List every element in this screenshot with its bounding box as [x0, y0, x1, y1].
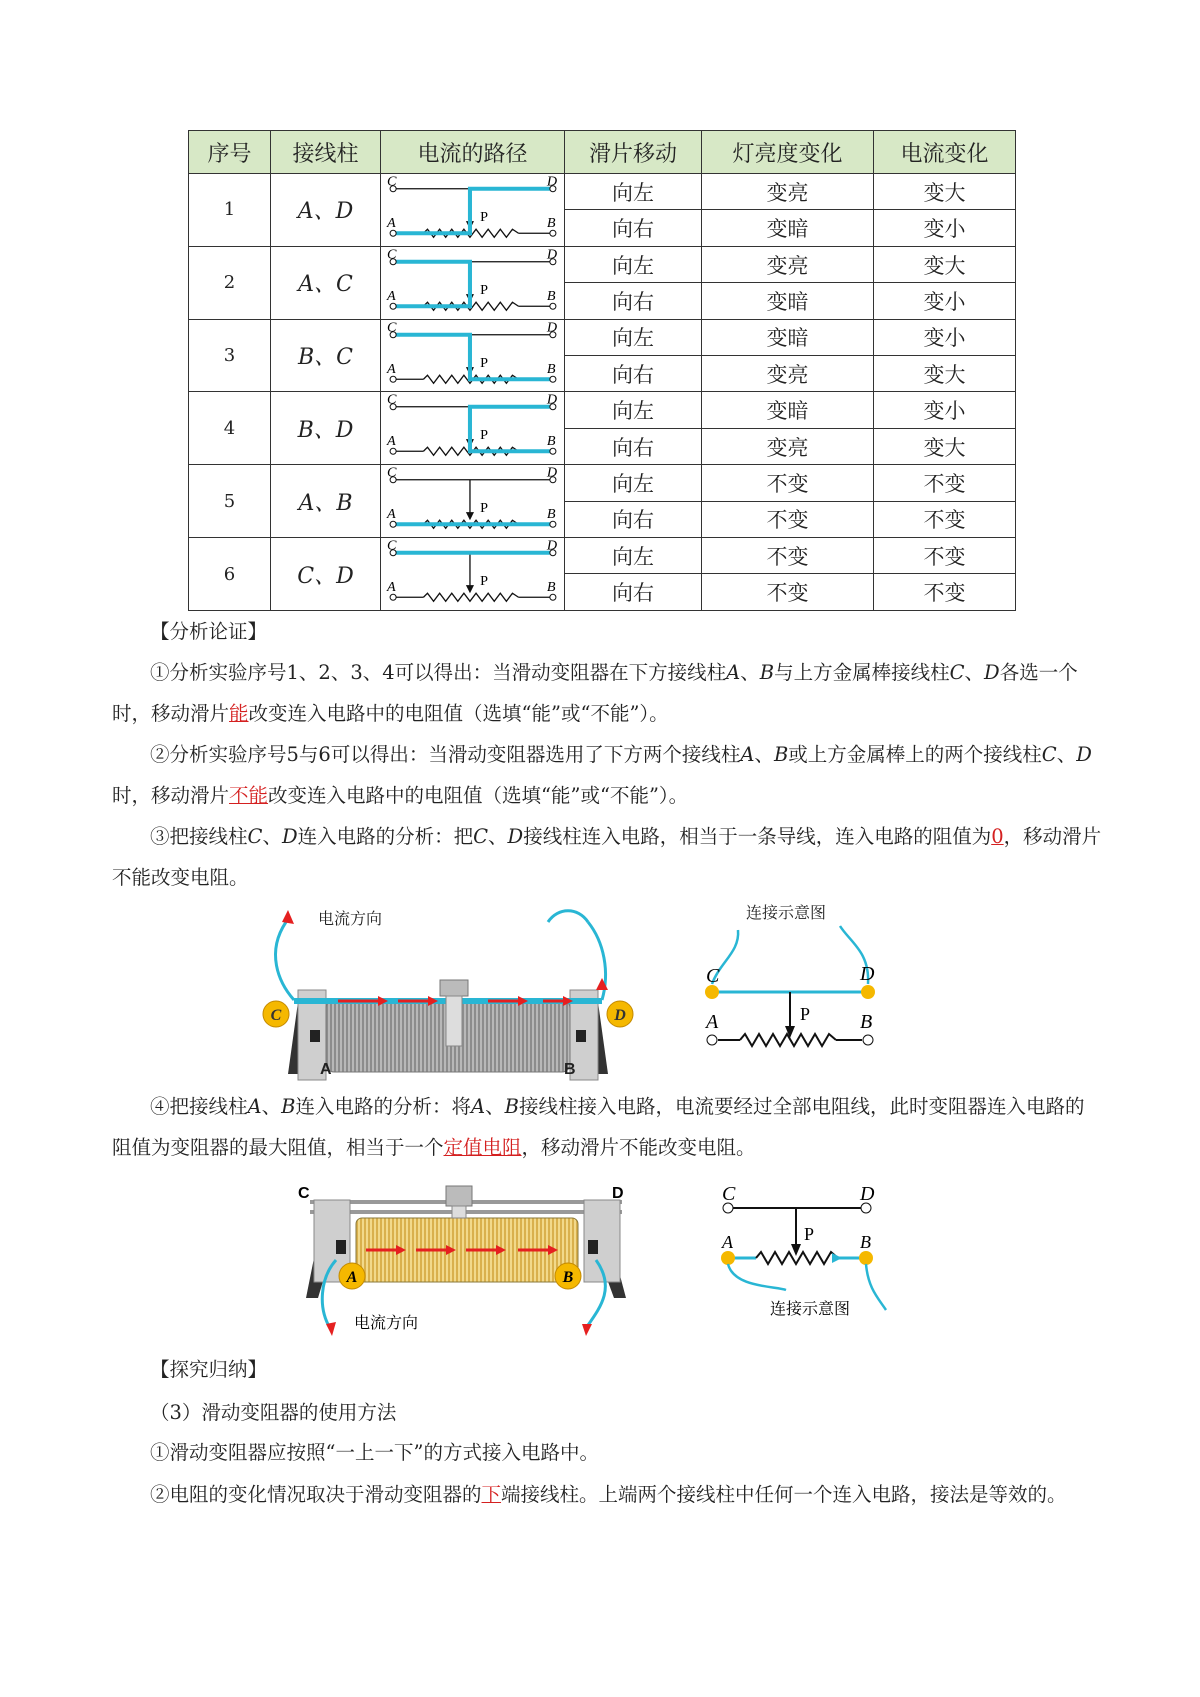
terminal-c-label-2: C: [298, 1185, 310, 1202]
analysis-paragraph-3: ③把接线柱C、D连入电路的分析：把C、D接线柱连入电路，相当于一条导线，连入电路的阻值为0，移动滑片不能改变电阻。: [112, 825, 1102, 889]
header-terminals: 接线柱: [271, 131, 381, 174]
row-slider-move: 向左: [565, 538, 702, 574]
row-number: 3: [189, 319, 271, 392]
row-current-change: 不变: [874, 574, 1016, 611]
answer-2: 不能: [229, 784, 269, 807]
summary-item-1: ①滑动变阻器应按照“一上一下”的方式接入电路中。: [150, 1441, 599, 1464]
svg-text:P: P: [479, 281, 488, 298]
row-slider-move: 向左: [565, 246, 702, 282]
row-brightness: 不变: [702, 574, 874, 611]
table-row: [189, 538, 1016, 574]
current-path-diagram: [383, 539, 563, 609]
svg-text:A: A: [386, 215, 396, 232]
row-current-change: 变大: [874, 356, 1016, 392]
summary-item-2: ②电阻的变化情况取决于滑动变阻器的下端接线柱。上端两个接线柱中任何一个连入电路，接法是等效的。: [150, 1483, 1067, 1506]
row-brightness: 变暗: [702, 319, 874, 355]
svg-text:P: P: [479, 354, 488, 371]
row-current-change: 变小: [874, 319, 1016, 355]
schematic-ab: [716, 1178, 906, 1338]
svg-text:B: B: [546, 360, 555, 377]
row-brightness: 变亮: [702, 428, 874, 464]
svg-text:P: P: [479, 427, 488, 444]
row-current-change: 变大: [874, 174, 1016, 210]
row-path-cell: [381, 538, 565, 611]
schematic-title-2: 连接示意图: [770, 1299, 851, 1318]
answer-5: 下: [481, 1483, 502, 1506]
svg-text:C: C: [386, 539, 396, 554]
svg-text:C: C: [386, 174, 396, 190]
svg-text:A: A: [386, 433, 396, 450]
row-path-cell: [381, 392, 565, 465]
row-slider-move: 向左: [565, 392, 702, 428]
current-path-diagram: [383, 248, 563, 318]
schematic-d-label-2: D: [860, 1183, 875, 1205]
row-current-change: 不变: [874, 501, 1016, 537]
svg-text:D: D: [546, 320, 557, 336]
row-slider-move: 向左: [565, 319, 702, 355]
row-brightness: 变亮: [702, 246, 874, 282]
answer-3: 0: [991, 825, 1004, 848]
row-current-change: 变小: [874, 392, 1016, 428]
row-current-change: 不变: [874, 538, 1016, 574]
row-current-change: 不变: [874, 465, 1016, 501]
table-header-row: [189, 131, 1016, 174]
row-number: 6: [189, 538, 271, 611]
row-number: 1: [189, 174, 271, 247]
schematic-b-label: B: [860, 1011, 873, 1033]
header-current-path: 电流的路径: [381, 131, 565, 174]
row-brightness: 不变: [702, 538, 874, 574]
svg-text:B: B: [546, 433, 555, 450]
summary-heading: 【探究归纳】: [150, 1358, 268, 1381]
schematic-a-label: A: [706, 1011, 719, 1033]
analysis-paragraph-4: ④把接线柱A、B连入电路的分析：将A、B接线柱接入电路，电流要经过全部电阻线，此时变阻器连入电路的阻值为变阻器的最大阻值，相当于一个定值电阻，移动滑片不能改变电阻。: [112, 1095, 1085, 1159]
row-number: 2: [189, 246, 271, 319]
analysis-paragraph-2: ②分析实验序号5与6可以得出：当滑动变阻器选用了下方两个接线柱A、B或上方金属棒上的两个接线柱C、D时，移动滑片不能改变连入电路中的电阻值（选填“能”或“不能”）。: [112, 743, 1092, 807]
terminal-d-label-2: D: [612, 1185, 624, 1202]
terminal-b-label: B: [564, 1061, 576, 1078]
schematic-c-label: C: [706, 965, 720, 987]
header-slider-move: 滑片移动: [565, 131, 702, 174]
svg-text:D: D: [546, 247, 557, 263]
row-brightness: 变暗: [702, 210, 874, 246]
table-row: [189, 174, 1016, 210]
table-row: [189, 319, 1016, 355]
row-brightness: 不变: [702, 465, 874, 501]
current-direction-label-2: 电流方向: [354, 1313, 419, 1332]
row-terminals: A、B: [271, 465, 381, 538]
rheostat-photo-ab: [296, 1178, 636, 1338]
row-path-cell: [381, 465, 565, 538]
current-path-diagram: [383, 321, 563, 391]
svg-text:D: D: [546, 539, 557, 554]
row-terminals: A、C: [271, 246, 381, 319]
table-row: [189, 392, 1016, 428]
svg-text:C: C: [386, 466, 396, 481]
row-terminals: B、D: [271, 392, 381, 465]
svg-text:A: A: [386, 579, 396, 596]
terminal-d-label: D: [614, 1007, 626, 1024]
row-slider-move: 向右: [565, 428, 702, 464]
svg-text:D: D: [546, 174, 557, 190]
schematic-c-label-2: C: [722, 1183, 736, 1205]
terminal-c-label: C: [270, 1007, 282, 1024]
row-slider-move: 向右: [565, 501, 702, 537]
header-number: 序号: [189, 131, 271, 174]
svg-text:A: A: [386, 287, 396, 304]
table-row: [189, 465, 1016, 501]
row-current-change: 变小: [874, 210, 1016, 246]
row-slider-move: 向右: [565, 210, 702, 246]
row-brightness: 变暗: [702, 392, 874, 428]
svg-text:C: C: [386, 320, 396, 336]
schematic-a-label-2: A: [722, 1232, 733, 1252]
current-direction-label: 电流方向: [318, 909, 383, 928]
row-slider-move: 向右: [565, 356, 702, 392]
schematic-b-label-2: B: [860, 1232, 871, 1252]
svg-text:C: C: [386, 393, 396, 409]
analysis-heading: 【分析论证】: [150, 620, 268, 643]
row-terminals: C、D: [271, 538, 381, 611]
table-row: [189, 246, 1016, 282]
current-path-diagram: [383, 393, 563, 463]
row-slider-move: 向左: [565, 174, 702, 210]
header-current-change: 电流变化: [874, 131, 1016, 174]
schematic-cd: [700, 902, 900, 1072]
svg-text:B: B: [546, 215, 555, 232]
row-number: 4: [189, 392, 271, 465]
current-path-diagram: [383, 175, 563, 245]
terminal-b-label-2: B: [562, 1269, 574, 1286]
schematic-title: 连接示意图: [746, 903, 827, 922]
current-path-diagram: [383, 466, 563, 536]
svg-text:B: B: [546, 287, 555, 304]
svg-text:A: A: [386, 506, 396, 523]
row-brightness: 变亮: [702, 174, 874, 210]
rheostat-photo-cd: [258, 902, 638, 1082]
row-current-change: 变大: [874, 428, 1016, 464]
schematic-p-label: P: [800, 1004, 811, 1024]
row-terminals: B、C: [271, 319, 381, 392]
row-current-change: 变小: [874, 283, 1016, 319]
summary-subheading: （3）滑动变阻器的使用方法: [150, 1401, 397, 1424]
svg-text:B: B: [546, 579, 555, 596]
row-brightness: 变暗: [702, 283, 874, 319]
schematic-d-label: D: [860, 963, 875, 985]
header-brightness: 灯亮度变化: [702, 131, 874, 174]
row-slider-move: 向右: [565, 574, 702, 611]
terminal-a-label-2: A: [346, 1269, 358, 1286]
row-current-change: 变大: [874, 246, 1016, 282]
svg-text:P: P: [479, 209, 488, 226]
row-slider-move: 向左: [565, 465, 702, 501]
row-slider-move: 向右: [565, 283, 702, 319]
svg-text:B: B: [546, 506, 555, 523]
svg-text:D: D: [546, 393, 557, 409]
row-terminals: A、D: [271, 174, 381, 247]
answer-1: 能: [229, 702, 249, 725]
experiment-table: [188, 130, 1016, 611]
svg-text:A: A: [386, 360, 396, 377]
svg-text:C: C: [386, 247, 396, 263]
row-brightness: 变亮: [702, 356, 874, 392]
analysis-paragraph-1: ①分析实验序号1、2、3、4可以得出：当滑动变阻器在下方接线柱A、B与上方金属棒接线柱C、D各选一个时，移动滑片能改变连入电路中的电阻值（选填“能”或“不能”）。: [112, 661, 1078, 725]
svg-text:P: P: [479, 573, 488, 590]
svg-text:P: P: [479, 500, 488, 517]
row-path-cell: [381, 246, 565, 319]
svg-text:D: D: [546, 466, 557, 481]
terminal-a-label: A: [320, 1061, 332, 1078]
row-path-cell: [381, 174, 565, 247]
answer-4: 定值电阻: [443, 1136, 522, 1159]
schematic-p-label-2: P: [804, 1224, 815, 1244]
row-number: 5: [189, 465, 271, 538]
row-brightness: 不变: [702, 501, 874, 537]
row-path-cell: [381, 319, 565, 392]
